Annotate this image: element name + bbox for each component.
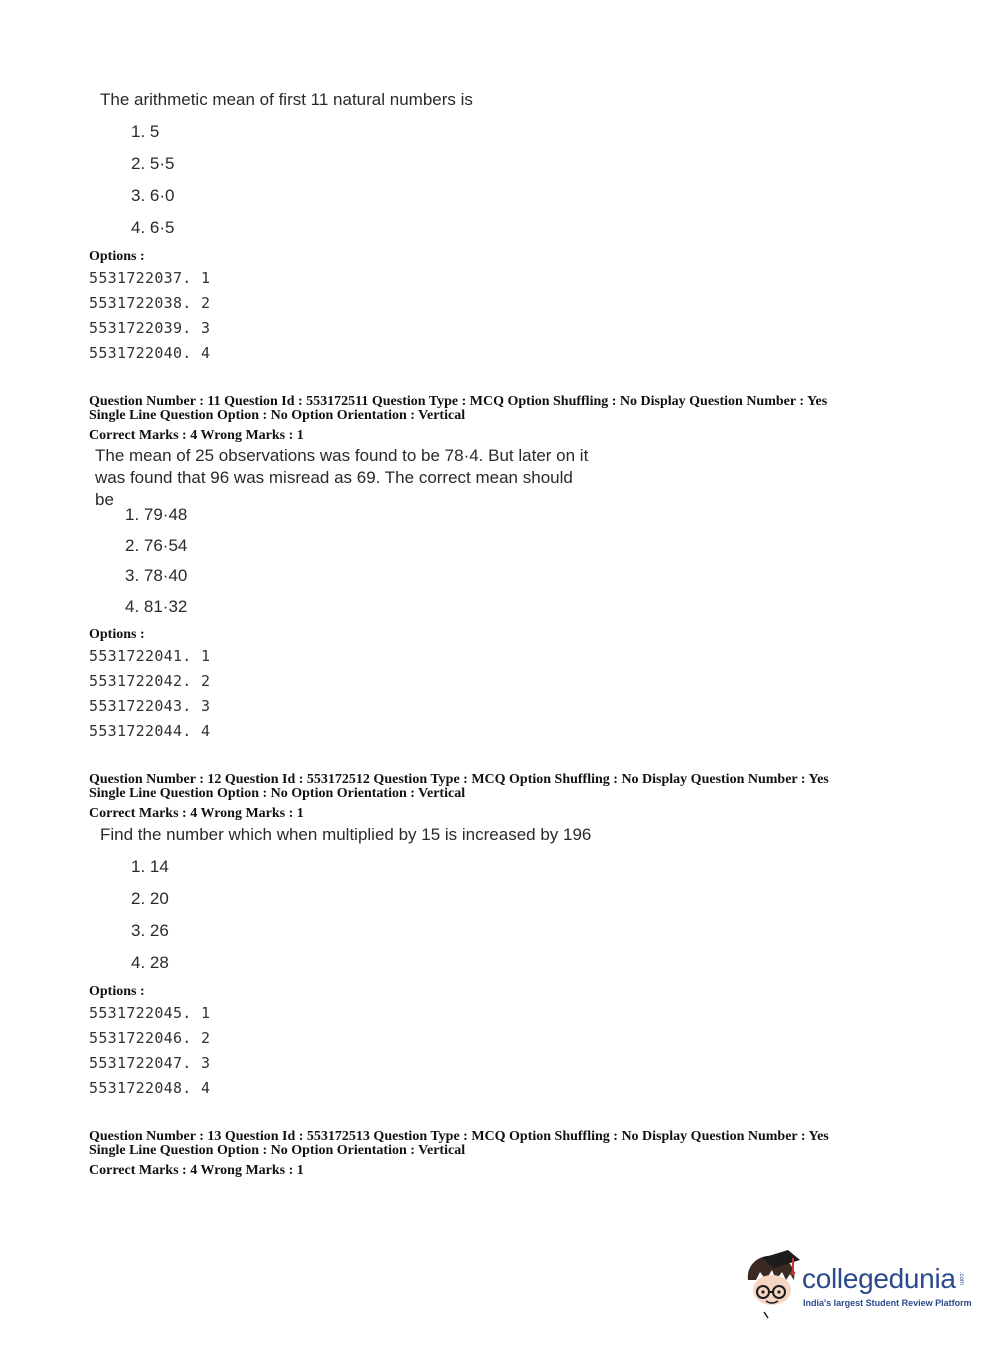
q10-option-id-2: 5531722038. 2 (89, 294, 211, 312)
q12-option-id-4: 5531722048. 4 (89, 1079, 211, 1097)
q12-choice-4: 4. 28 (131, 953, 169, 972)
q13-meta-line1: Question Number : 13 Question Id : 553172513 Question Type : MCQ Option Shuffling : No Display Question Number : Yes (89, 1129, 829, 1144)
q10-option-id-3: 5531722039. 3 (89, 319, 211, 337)
q11-stem-line2: was found that 96 was misread as 69. The correct mean should (95, 468, 573, 487)
logo-suffix: .com (958, 1272, 964, 1286)
q11-meta-line1: Question Number : 11 Question Id : 553172511 Question Type : MCQ Option Shuffling : No Display Question Number : Yes (89, 394, 828, 409)
q11-option-id-3: 5531722043. 3 (89, 697, 211, 715)
q11-choice-1: 1. 79·48 (125, 505, 188, 524)
q10-choice-4: 4. 6·5 (131, 218, 175, 237)
q11-option-id-4: 5531722044. 4 (89, 722, 211, 740)
q11-stem-line3: be (95, 490, 114, 509)
q13-meta-line2: Single Line Question Option : No Option Orientation : Vertical (89, 1143, 466, 1158)
q12-options-label: Options : (89, 984, 145, 999)
q11-choice-3: 3. 78·40 (125, 566, 188, 585)
q10-choice-3: 3. 6·0 (131, 186, 175, 205)
q11-option-id-1: 5531722041. 1 (89, 647, 211, 665)
logo-tagline: India's largest Student Review Platform (803, 1298, 972, 1308)
q12-choice-1: 1. 14 (131, 857, 169, 876)
q10-choice-1: 1. 5 (131, 122, 160, 141)
q12-marks: Correct Marks : 4 Wrong Marks : 1 (89, 806, 304, 821)
q10-options-label: Options : (89, 249, 145, 264)
q12-option-id-1: 5531722045. 1 (89, 1004, 211, 1022)
q12-choice-2: 2. 20 (131, 889, 169, 908)
q11-option-id-2: 5531722042. 2 (89, 672, 211, 690)
q11-marks: Correct Marks : 4 Wrong Marks : 1 (89, 428, 304, 443)
q12-option-id-3: 5531722047. 3 (89, 1054, 211, 1072)
q11-meta-line2: Single Line Question Option : No Option Orientation : Vertical (89, 408, 466, 423)
q12-meta-line1: Question Number : 12 Question Id : 553172512 Question Type : MCQ Option Shuffling : No Display Question Number : Yes (89, 772, 829, 787)
q12-option-id-2: 5531722046. 2 (89, 1029, 211, 1047)
q10-option-id-1: 5531722037. 1 (89, 269, 211, 287)
collegedunia-logo (742, 1250, 972, 1320)
q10-stem: The arithmetic mean of first 11 natural numbers is (100, 90, 473, 109)
q10-choice-2: 2. 5·5 (131, 154, 175, 173)
q13-marks: Correct Marks : 4 Wrong Marks : 1 (89, 1163, 304, 1178)
mascot-icon (742, 1250, 804, 1320)
q12-meta-line2: Single Line Question Option : No Option Orientation : Vertical (89, 786, 466, 801)
logo-wordmark: collegedunia (802, 1263, 956, 1294)
q11-choice-2: 2. 76·54 (125, 536, 188, 555)
q12-stem: Find the number which when multiplied by 15 is increased by 196 (100, 825, 592, 844)
q11-choice-4: 4. 81·32 (125, 597, 188, 616)
q11-stem-line1: The mean of 25 observations was found to be 78·4. But later on it (95, 446, 589, 465)
q10-option-id-4: 5531722040. 4 (89, 344, 211, 362)
q12-choice-3: 3. 26 (131, 921, 169, 940)
q11-options-label: Options : (89, 627, 145, 642)
